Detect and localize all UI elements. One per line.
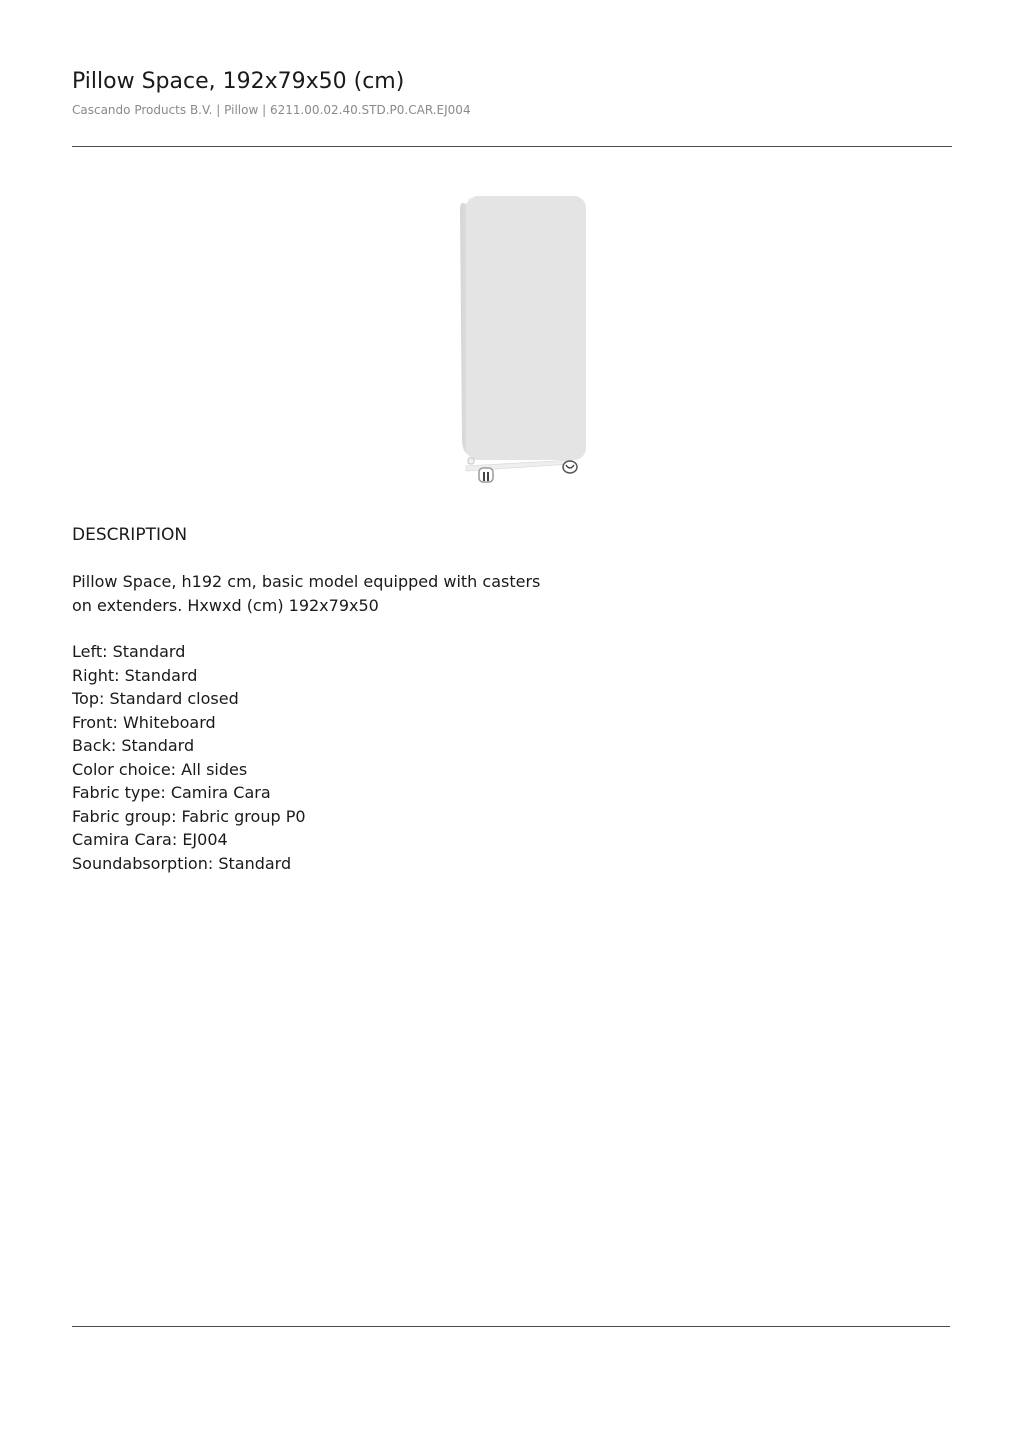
header-divider [72,146,952,147]
description-heading: DESCRIPTION [72,525,188,545]
footer-divider [72,1326,950,1327]
page-title: Pillow Space, 192x79x50 (cm) [72,69,405,94]
spec-item: Fabric group: Fabric group P0 [72,806,306,826]
spec-item: Back: Standard [72,736,195,755]
spec-item: Right: Standard [72,665,198,685]
product-subtitle: Cascando Products B.V. | Pillow | 6211.00.02.40.STD.P0.CAR.EJ004 [72,103,471,117]
spec-list [72,640,306,875]
description-text: Pillow Space, h192 cm, basic model equipped with casters on extenders. Hxwxd (cm) 192x79x50 [72,572,541,615]
product-image [452,190,592,490]
spec-item: Left: Standard [72,642,186,661]
spec-item: Camira Cara: EJ004 [72,830,228,849]
spec-item: Fabric type: Camira Cara [72,783,271,802]
spec-item: Front: Whiteboard [72,712,216,732]
spec-item: Top: Standard closed [72,689,239,708]
spec-item: Soundabsorption: Standard [72,853,292,873]
spec-item: Color choice: All sides [72,759,248,779]
